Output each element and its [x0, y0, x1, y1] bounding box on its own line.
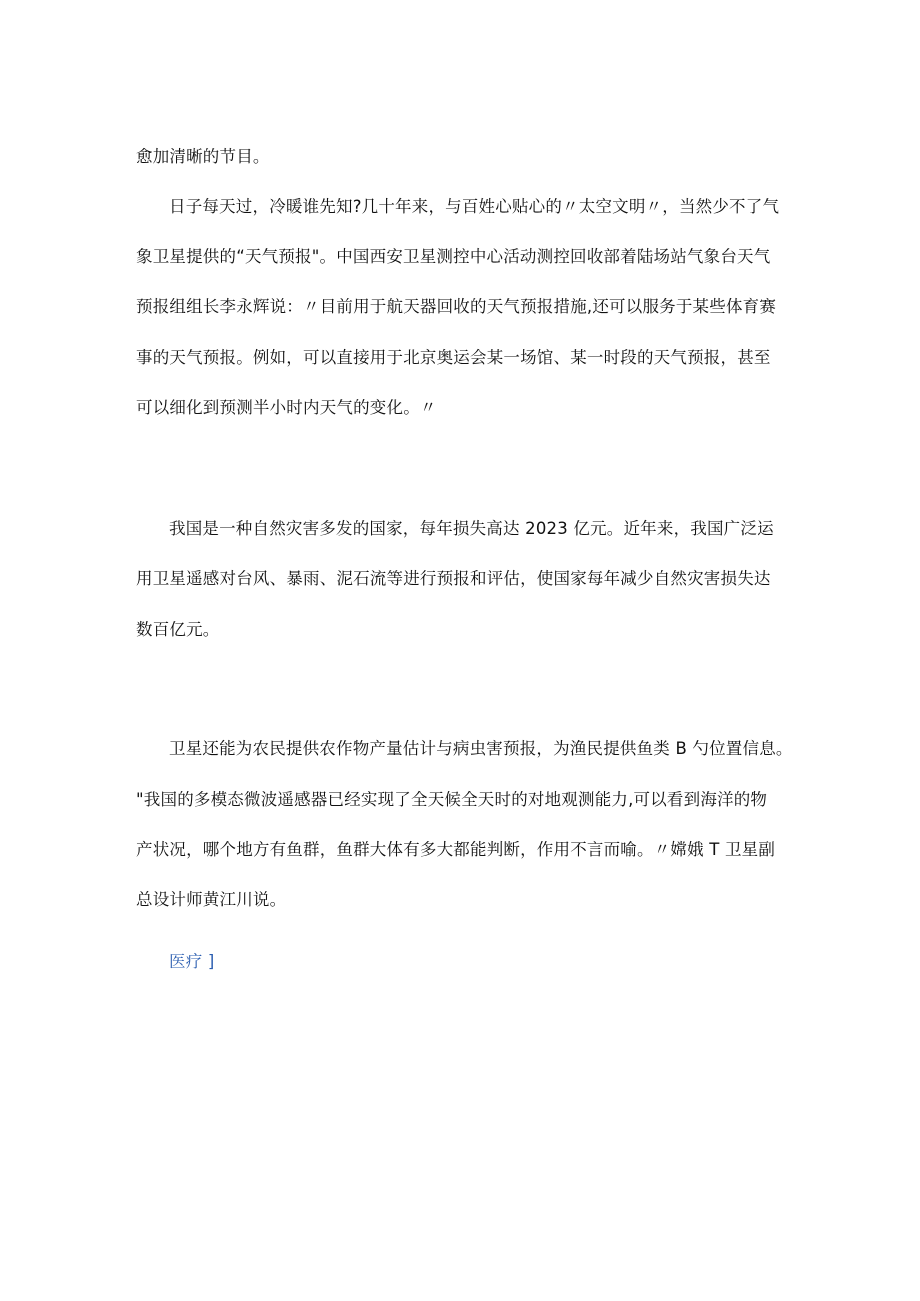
- paragraph-2-line-4: 事的天气预报。例如，可以直接用于北京奥运会某一场馆、某一时段的天气预报，甚至: [136, 348, 771, 367]
- paragraph-2-line-1: 日子每天过，冷暖谁先知?几十年来，与百姓心贴心的〃太空文明〃，当然少不了气: [169, 197, 780, 216]
- paragraph-3-line-1: 我国是一种自然灾害多发的国家，每年损失高达 2023 亿元。近年来，我国广泛运: [169, 519, 774, 538]
- paragraph-2-line-5: 可以细化到预测半小时内天气的变化。〃: [136, 398, 437, 417]
- paragraph-4-line-3: 产状况，哪个地方有鱼群，鱼群大体有多大都能判断，作用不言而喻。〃嫦娥 T 卫星副: [136, 840, 776, 859]
- medical-section-link[interactable]: 医疗 ]: [169, 952, 215, 971]
- paragraph-3-line-3: 数百亿元。: [136, 620, 220, 639]
- paragraph-3-line-2: 用卫星遥感对台风、暴雨、泥石流等进行预报和评估，使国家每年减少自然灾害损失达: [136, 569, 771, 588]
- paragraph-1-line-1: 愈加清晰的节目。: [136, 147, 270, 166]
- paragraph-2-line-2: 象卫星提供的“天气预报"。中国西安卫星测控中心活动测控回收部着陆场站气象台天气: [136, 247, 771, 266]
- paragraph-4-line-2: "我国的多模态微波遥感器已经实现了全天候全天时的对地观测能力,可以看到海洋的物: [136, 790, 768, 809]
- paragraph-4-line-4: 总设计师黄江川说。: [136, 890, 287, 909]
- paragraph-2-line-3: 预报组组长李永辉说：〃目前用于航天器回收的天气预报措施,还可以服务于某些体育赛: [136, 297, 777, 316]
- paragraph-4-line-1: 卫星还能为农民提供农作物产量估计与病虫害预报，为渔民提供鱼类 B 勺位置信息。: [169, 739, 793, 758]
